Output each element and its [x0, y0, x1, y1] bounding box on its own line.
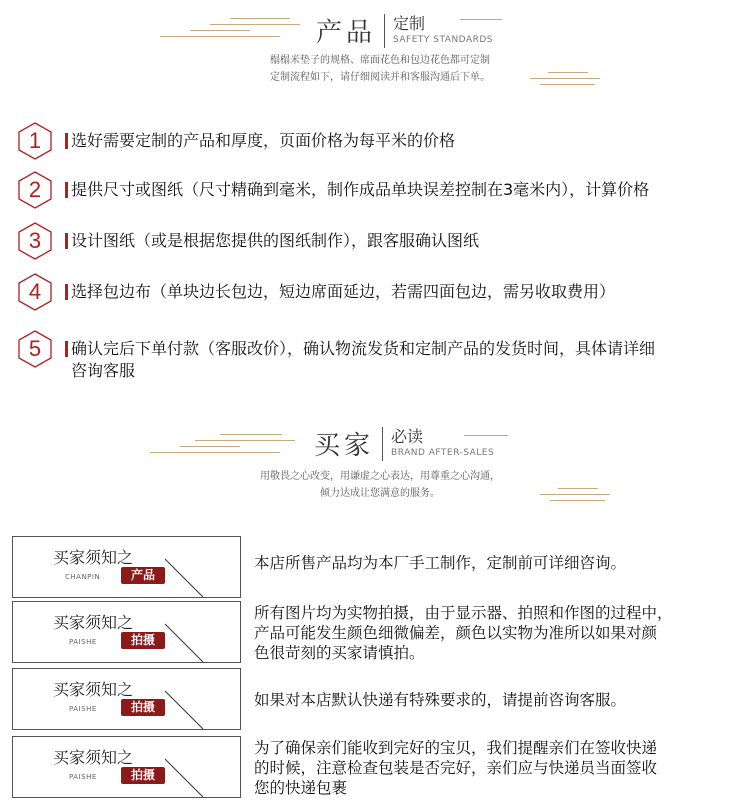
- notice-card-delivery: [12, 668, 241, 730]
- description-line: 用敬畏之心改变，用谦虚之心表达，用尊重之心沟通，: [260, 471, 500, 482]
- notice-line: 所有图片均为实物拍摄，由于显示器、拍照和作图的过程中，: [254, 604, 673, 622]
- accent-bar: [65, 133, 68, 149]
- step-item-4: [16, 273, 615, 311]
- accent-bar: [65, 182, 68, 198]
- notice-text: [254, 690, 744, 710]
- step-text: 选择包边布（单块边长包边，短边席面延边，若需四面包边，需另收取费用）: [71, 282, 616, 301]
- section-title-sub: 定制: [393, 13, 426, 33]
- cloud-ornament-bottom: [530, 68, 610, 88]
- hexagon-number-badge: [16, 273, 54, 311]
- notice-text: [254, 553, 744, 573]
- section-title-main: 买家: [314, 431, 375, 461]
- step-number: 3: [28, 228, 42, 253]
- card-title: 买家须知之: [53, 613, 134, 632]
- step-number: 1: [28, 128, 42, 153]
- accent-bar: [65, 284, 68, 300]
- notice-card-photo: [12, 601, 241, 663]
- hexagon-number-badge: [16, 171, 54, 209]
- step-item-2: [16, 171, 649, 209]
- step-text-line: 确认完后下单付款（客服改价），确认物流发货和定制产品的发货时间，具体请详细: [71, 339, 656, 358]
- accent-bar: [65, 233, 68, 249]
- card-title: 买家须知之: [53, 548, 134, 567]
- section-title-main: 产品: [316, 18, 377, 48]
- seal-stamp: 拍摄: [121, 767, 165, 784]
- notice-line: 本店所售产品均为本厂手工制作，定制前可详细咨询。: [254, 554, 627, 572]
- notice-card-receipt: [12, 736, 241, 798]
- card-title: 买家须知之: [53, 748, 134, 767]
- notice-text: [254, 738, 744, 798]
- notice-line: 的时候，注意检查包装是否完好，亲们应与快递员当面签收: [254, 759, 658, 777]
- hexagon-number-badge: [16, 222, 54, 260]
- step-item-5: [16, 330, 741, 382]
- notice-line: 如果对本店默认快递有特殊要求的，请提前咨询客服。: [254, 691, 627, 709]
- step-text: 提供尺寸或图纸（尺寸精确到毫米，制作成品单块误差控制在3毫米内），计算价格: [71, 180, 650, 199]
- cloud-ornament-left: [160, 14, 300, 44]
- section-description: [200, 468, 560, 502]
- card-en-label: CHANPIN: [65, 573, 101, 581]
- card-en-label: PAISHE: [69, 638, 97, 646]
- section-title-en: SAFETY STANDARDS: [393, 34, 493, 45]
- cloud-ornament-bottom: [540, 484, 620, 504]
- title-divider: [384, 14, 385, 48]
- notice-line: 产品可能发生颜色细微偏差，颜色以实物为准所以如果对颜: [254, 624, 658, 642]
- notice-text: [254, 603, 744, 663]
- card-title: 买家须知之: [53, 680, 134, 699]
- description-line: 倾力达成让您满意的服务。: [320, 488, 440, 499]
- accent-bar: [65, 341, 68, 357]
- step-item-3: [16, 222, 479, 260]
- section-description: [220, 52, 540, 86]
- hexagon-number-badge: [16, 122, 54, 160]
- step-text: 设计图纸（或是根据您提供的图纸制作），跟客服确认图纸: [71, 231, 480, 250]
- card-en-label: PAISHE: [69, 705, 97, 713]
- seal-stamp: 产品: [121, 567, 165, 584]
- section-title-sub: 必读: [391, 426, 424, 446]
- step-number: 5: [28, 336, 42, 361]
- step-item-1: [16, 122, 455, 160]
- title-divider: [382, 427, 383, 461]
- step-text: 选好需要定制的产品和厚度，页面价格为每平米的价格: [71, 131, 456, 150]
- cloud-ornament-right: [460, 14, 540, 24]
- card-en-label: PAISHE: [69, 773, 97, 781]
- section-title-en: BRAND AFTER-SALES: [391, 447, 495, 458]
- hexagon-number-badge: [16, 330, 54, 368]
- step-number: 4: [28, 279, 42, 304]
- seal-stamp: 拍摄: [121, 632, 165, 649]
- notice-line: 您的快递包裹: [254, 779, 348, 797]
- cloud-ornament-right: [464, 430, 544, 440]
- step-number: 2: [28, 177, 42, 202]
- notice-line: 色很苛刻的买家请慎拍。: [254, 644, 425, 662]
- description-line: 榻榻米垫子的规格、席面花色和包边花色都可定制: [270, 55, 490, 66]
- step-text: [71, 338, 741, 382]
- seal-stamp: 拍摄: [121, 699, 165, 716]
- notice-line: 为了确保亲们能收到完好的宝贝，我们提醒亲们在签收快递: [254, 739, 658, 757]
- cloud-ornament-left: [150, 430, 300, 460]
- description-line: 定制流程如下，请仔细阅读并和客服沟通后下单。: [270, 72, 490, 83]
- notice-card-product: [12, 536, 241, 598]
- step-text-line: 咨询客服: [71, 361, 136, 380]
